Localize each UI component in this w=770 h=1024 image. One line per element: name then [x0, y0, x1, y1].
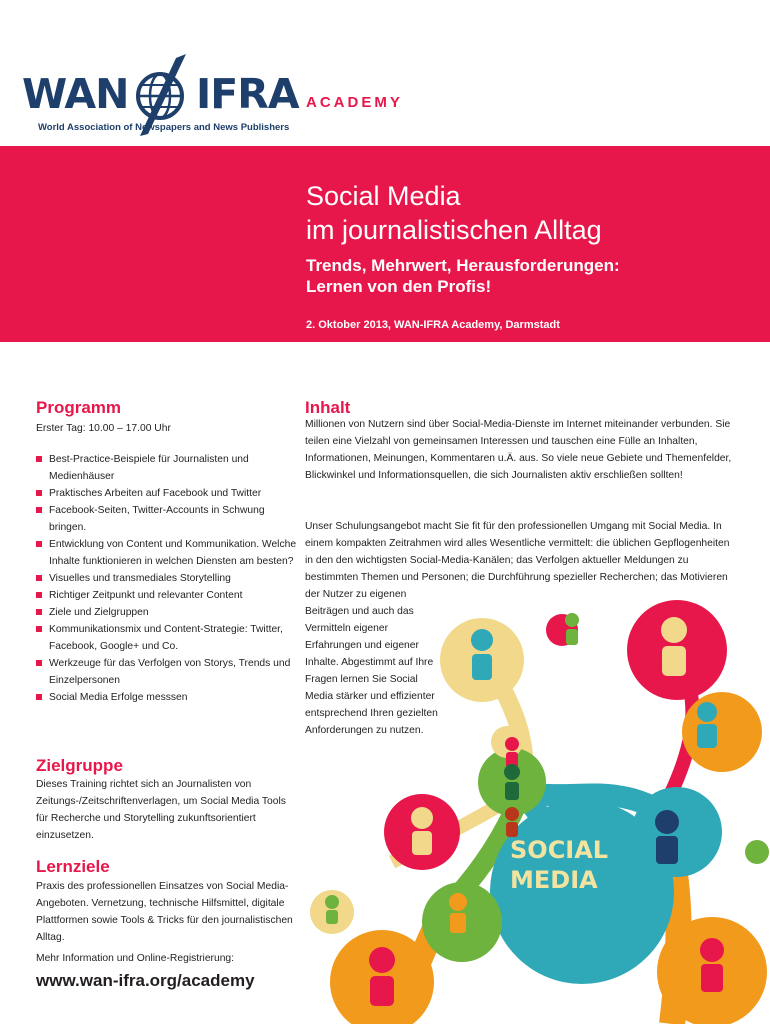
wan-ifra-logo — [22, 52, 422, 142]
inhalt-paragraph-3: Beiträgen und auch das Vermitteln eigener Erfahrungen und eigener Inhalte. Abgestimmt auf Ihre Fragen lernen Sie Social Media stärker und effizienter entsprechend Ihren gezielten Anforderungen zu nutzen. — [305, 606, 438, 736]
list-item: Kommunikationsmix und Content-Strategie: Twitter, Facebook, Google+ und Co. — [36, 621, 298, 655]
person-icon — [661, 617, 687, 676]
lernziele-text: Praxis des professionellen Einsatzes von Social Media-Angeboten. Vernetzung, technische Hilfsmittel, digitale Plattformen sowie Tools & Tricks für den journalistischen Alltag. — [36, 881, 293, 943]
inhalt-paragraph-1: Millionen von Nutzern sind über Social-Media-Dienste im Internet miteinander verbunden. Sie teilen eine Vielzahl von gemeinsamen Interessen und tauschen eine Fülle an Inhalten, Informationen, Meinungen, Kommentaren u.Ä. aus. So viele neue Gebiete und Themenfelder, Blickwinkel und Informationsquellen, die sich Journalisten aktiv erschließen sollten! — [305, 419, 732, 481]
list-item: Entwicklung von Content und Kommunikation. Welche Inhalte funktionieren in welchen Diensten am besten? — [36, 536, 298, 570]
programm-list — [36, 451, 298, 706]
event-dateline: 2. Oktober 2013, WAN-IFRA Academy, Darmstadt — [306, 319, 560, 331]
list-item: Best-Practice-Beispiele für Journalisten und Medienhäuser — [36, 451, 298, 485]
zielgruppe-text: Dieses Training richtet sich an Journalisten von Zeitungs-/Zeitschriftenverlagen, um Social Media Tools für Recherche und Storytelling zukunftsorientiert einzusetzen. — [36, 779, 286, 841]
person-icon — [369, 947, 395, 1006]
academy-url-link[interactable]: www.wan-ifra.org/academy — [36, 971, 255, 990]
title-banner — [0, 146, 770, 342]
logo-ifra-text: IFRA — [196, 70, 299, 118]
page-title-line1: Social Media — [306, 181, 461, 211]
list-item: Werkzeuge für das Verfolgen von Storys, Trends und Einzelpersonen — [36, 655, 298, 689]
more-info-text: Mehr Information und Online-Registrierung: — [36, 953, 235, 964]
social-label-line1: SOCIAL — [510, 836, 609, 864]
person-icon — [471, 629, 493, 680]
logo-subtitle: World Association of Newspapers and News Publishers — [38, 122, 290, 133]
person-icon — [700, 938, 724, 992]
inhalt-paragraph-2: Unser Schulungsangebot macht Sie fit für den professionellen Umgang mit Social Media. In einem kompakten Zeitrahmen wird alles Wesentliche vermittelt: die üblichen Gepflogenheiten in den den wichtigsten Social-Media-Kanälen; das Verfolgen aktueller Meldungen zu bestimmten Themen und Personen; die Durchführung spezieller Recherchen; das Motivieren der Nutzer zu eigenen — [305, 521, 730, 600]
list-item: Richtiger Zeitpunkt und relevanter Content — [36, 587, 298, 604]
subtitle-line1: Trends, Mehrwert, Herausforderungen: — [306, 256, 620, 275]
list-item: Social Media Erfolge messsen — [36, 689, 298, 706]
person-icon — [697, 702, 717, 748]
logo-wan-text: WAN — [22, 70, 129, 118]
inhalt-heading: Inhalt — [305, 398, 351, 417]
list-item: Facebook-Seiten, Twitter-Accounts in Schwung bringen. — [36, 502, 298, 536]
first-day-time: Erster Tag: 10.00 – 17.00 Uhr — [36, 423, 171, 434]
person-icon — [655, 810, 679, 864]
list-item: Ziele und Zielgruppen — [36, 604, 298, 621]
zielgruppe-heading: Zielgruppe — [36, 756, 123, 775]
social-label-line2: MEDIA — [510, 866, 598, 894]
subtitle-line2: Lernen von den Profis! — [306, 277, 492, 296]
list-item: Visuelles und transmediales Storytelling — [36, 570, 298, 587]
logo-academy-text: ACADEMY — [306, 94, 403, 111]
list-item: Praktisches Arbeiten auf Facebook und Twitter — [36, 485, 298, 502]
lernziele-heading: Lernziele — [36, 857, 110, 876]
programm-heading: Programm — [36, 398, 122, 417]
page-title-line2: im journalistischen Alltag — [306, 215, 602, 245]
